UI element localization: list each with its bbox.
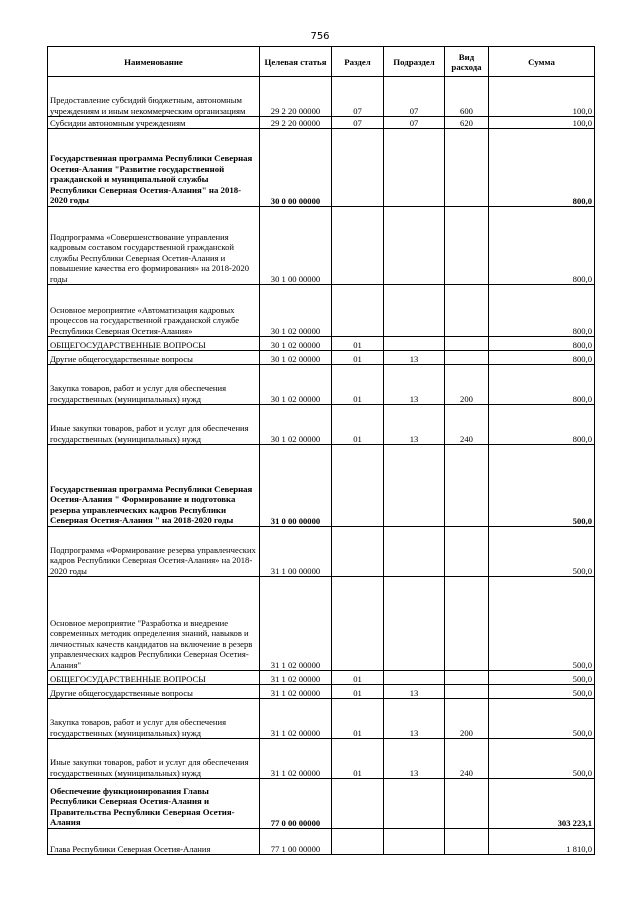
row-amount: 500,0	[489, 699, 595, 739]
row-section	[332, 207, 384, 285]
row-target: 30 0 00 00000	[260, 129, 332, 207]
row-amount: 500,0	[489, 671, 595, 685]
row-target: 31 1 02 00000	[260, 739, 332, 779]
row-subsection	[384, 779, 445, 829]
row-subsection: 13	[384, 699, 445, 739]
header-amount: Сумма	[489, 47, 595, 77]
row-section: 01	[332, 351, 384, 365]
row-subsection: 13	[384, 405, 445, 445]
row-target: 31 1 02 00000	[260, 577, 332, 671]
row-section: 01	[332, 337, 384, 351]
row-section	[332, 129, 384, 207]
row-subsection	[384, 829, 445, 855]
row-name: Иные закупки товаров, работ и услуг для обеспечения государственных (муниципальных) нужд	[48, 739, 260, 779]
row-expense-type	[445, 527, 489, 577]
row-expense-type	[445, 685, 489, 699]
row-target: 30 1 02 00000	[260, 365, 332, 405]
row-name: Обеспечение функционирования Главы Республики Северная Осетия-Алания и Правительства Республики Северная Осетия-Алания	[48, 779, 260, 829]
row-section: 07	[332, 77, 384, 117]
row-subsection: 07	[384, 77, 445, 117]
row-amount: 500,0	[489, 577, 595, 671]
row-expense-type	[445, 577, 489, 671]
row-amount: 100,0	[489, 117, 595, 129]
row-section: 01	[332, 405, 384, 445]
row-expense-type	[445, 351, 489, 365]
row-subsection	[384, 671, 445, 685]
row-expense-type: 620	[445, 117, 489, 129]
row-name: Закупка товаров, работ и услуг для обеспечения государственных (муниципальных) нужд	[48, 699, 260, 739]
row-section	[332, 445, 384, 527]
row-target: 31 1 02 00000	[260, 671, 332, 685]
row-target: 30 1 02 00000	[260, 405, 332, 445]
header-expense-type: Вид расхода	[445, 47, 489, 77]
row-target: 30 1 02 00000	[260, 337, 332, 351]
header-section: Раздел	[332, 47, 384, 77]
row-name: Субсидии автономным учреждениям	[48, 117, 260, 129]
row-target: 31 1 02 00000	[260, 699, 332, 739]
row-expense-type	[445, 779, 489, 829]
table-row	[48, 685, 595, 699]
header-row	[48, 47, 595, 77]
table-row	[48, 285, 595, 337]
row-target: 31 0 00 00000	[260, 445, 332, 527]
row-target: 30 1 02 00000	[260, 351, 332, 365]
row-subsection: 13	[384, 685, 445, 699]
row-name: ОБЩЕГОСУДАРСТВЕННЫЕ ВОПРОСЫ	[48, 337, 260, 351]
row-amount: 800,0	[489, 337, 595, 351]
row-expense-type	[445, 445, 489, 527]
row-amount: 800,0	[489, 285, 595, 337]
row-subsection: 07	[384, 117, 445, 129]
table-row	[48, 527, 595, 577]
row-expense-type: 240	[445, 739, 489, 779]
row-name: Закупка товаров, работ и услуг для обеспечения государственных (муниципальных) нужд	[48, 365, 260, 405]
row-subsection	[384, 527, 445, 577]
row-section	[332, 779, 384, 829]
table-row	[48, 337, 595, 351]
row-name: Основное мероприятие "Разработка и внедрение современных методик определения знаний, навыков и личностных качеств кандидатов на включение в резерв управленческих кадров Республики Северная Осетия-Алания"	[48, 577, 260, 671]
row-expense-type: 200	[445, 699, 489, 739]
row-subsection: 13	[384, 365, 445, 405]
row-expense-type	[445, 207, 489, 285]
row-target: 31 1 00 00000	[260, 527, 332, 577]
row-name: Основное мероприятие «Автоматизация кадровых процессов на государственной гражданской службе Республики Северная Осетия-Алания»	[48, 285, 260, 337]
row-amount: 100,0	[489, 77, 595, 117]
table-row	[48, 829, 595, 855]
table-row	[48, 77, 595, 117]
row-name: Государственная программа Республики Северная Осетия-Алания " Формирование и подготовка резерва управленческих кадров Республики Северная Осетия-Алания " на 2018-2020 годы	[48, 445, 260, 527]
row-name: Другие общегосударственные вопросы	[48, 685, 260, 699]
row-expense-type	[445, 671, 489, 685]
row-section: 01	[332, 365, 384, 405]
table-row	[48, 207, 595, 285]
table-row	[48, 445, 595, 527]
row-expense-type	[445, 337, 489, 351]
row-subsection	[384, 285, 445, 337]
row-section	[332, 577, 384, 671]
row-amount: 500,0	[489, 527, 595, 577]
header-target: Целевая статья	[260, 47, 332, 77]
header-name: Наименование	[48, 47, 260, 77]
table-row	[48, 365, 595, 405]
row-name: ОБЩЕГОСУДАРСТВЕННЫЕ ВОПРОСЫ	[48, 671, 260, 685]
row-amount: 800,0	[489, 207, 595, 285]
row-amount: 800,0	[489, 351, 595, 365]
row-expense-type	[445, 285, 489, 337]
row-name: Предоставление субсидий бюджетным, автономным учреждениям и иным некоммерческим организациям	[48, 77, 260, 117]
row-subsection	[384, 445, 445, 527]
row-name: Подпрограмма «Формирование резерва управленческих кадров Республики Северная Осетия-Алания» на 2018-2020 годы	[48, 527, 260, 577]
row-amount: 800,0	[489, 129, 595, 207]
row-target: 29 2 20 00000	[260, 117, 332, 129]
row-name: Иные закупки товаров, работ и услуг для обеспечения государственных (муниципальных) нужд	[48, 405, 260, 445]
row-subsection	[384, 577, 445, 671]
row-name: Другие общегосударственные вопросы	[48, 351, 260, 365]
page-number: 756	[310, 31, 330, 42]
row-section: 01	[332, 685, 384, 699]
table-row	[48, 351, 595, 365]
table-row	[48, 739, 595, 779]
row-target: 31 1 02 00000	[260, 685, 332, 699]
table-row	[48, 405, 595, 445]
row-section: 01	[332, 699, 384, 739]
row-name: Глава Республики Северная Осетия-Алания	[48, 829, 260, 855]
row-amount: 500,0	[489, 445, 595, 527]
row-section: 07	[332, 117, 384, 129]
row-target: 77 1 00 00000	[260, 829, 332, 855]
row-expense-type: 200	[445, 365, 489, 405]
row-target: 30 1 02 00000	[260, 285, 332, 337]
row-target: 29 2 20 00000	[260, 77, 332, 117]
row-target: 30 1 00 00000	[260, 207, 332, 285]
row-section	[332, 829, 384, 855]
row-subsection: 13	[384, 739, 445, 779]
row-amount: 500,0	[489, 685, 595, 699]
row-subsection	[384, 207, 445, 285]
row-subsection	[384, 129, 445, 207]
row-target: 77 0 00 00000	[260, 779, 332, 829]
row-name: Государственная программа Республики Северная Осетия-Алания "Развитие государственной гражданской и муниципальной службы Республики Северная Осетия-Алания" на 2018-2020 годы	[48, 129, 260, 207]
row-amount: 800,0	[489, 365, 595, 405]
table-row	[48, 577, 595, 671]
header-subsection: Подраздел	[384, 47, 445, 77]
table-row	[48, 117, 595, 129]
row-amount: 800,0	[489, 405, 595, 445]
row-section: 01	[332, 671, 384, 685]
row-expense-type	[445, 129, 489, 207]
row-amount: 500,0	[489, 739, 595, 779]
table-row	[48, 779, 595, 829]
row-subsection: 13	[384, 351, 445, 365]
row-section	[332, 285, 384, 337]
row-amount: 303 223,1	[489, 779, 595, 829]
row-expense-type	[445, 829, 489, 855]
budget-table	[47, 46, 595, 855]
table-row	[48, 129, 595, 207]
table-row	[48, 671, 595, 685]
row-section	[332, 527, 384, 577]
table-row	[48, 699, 595, 739]
row-subsection	[384, 337, 445, 351]
row-expense-type: 240	[445, 405, 489, 445]
row-expense-type: 600	[445, 77, 489, 117]
row-name: Подпрограмма «Совершенствование управления кадровым составом государственной гражданской службы Республики Северная Осетия-Алания и повышение качества его формирования» на 2018-2020 годы	[48, 207, 260, 285]
row-amount: 1 810,0	[489, 829, 595, 855]
row-section: 01	[332, 739, 384, 779]
